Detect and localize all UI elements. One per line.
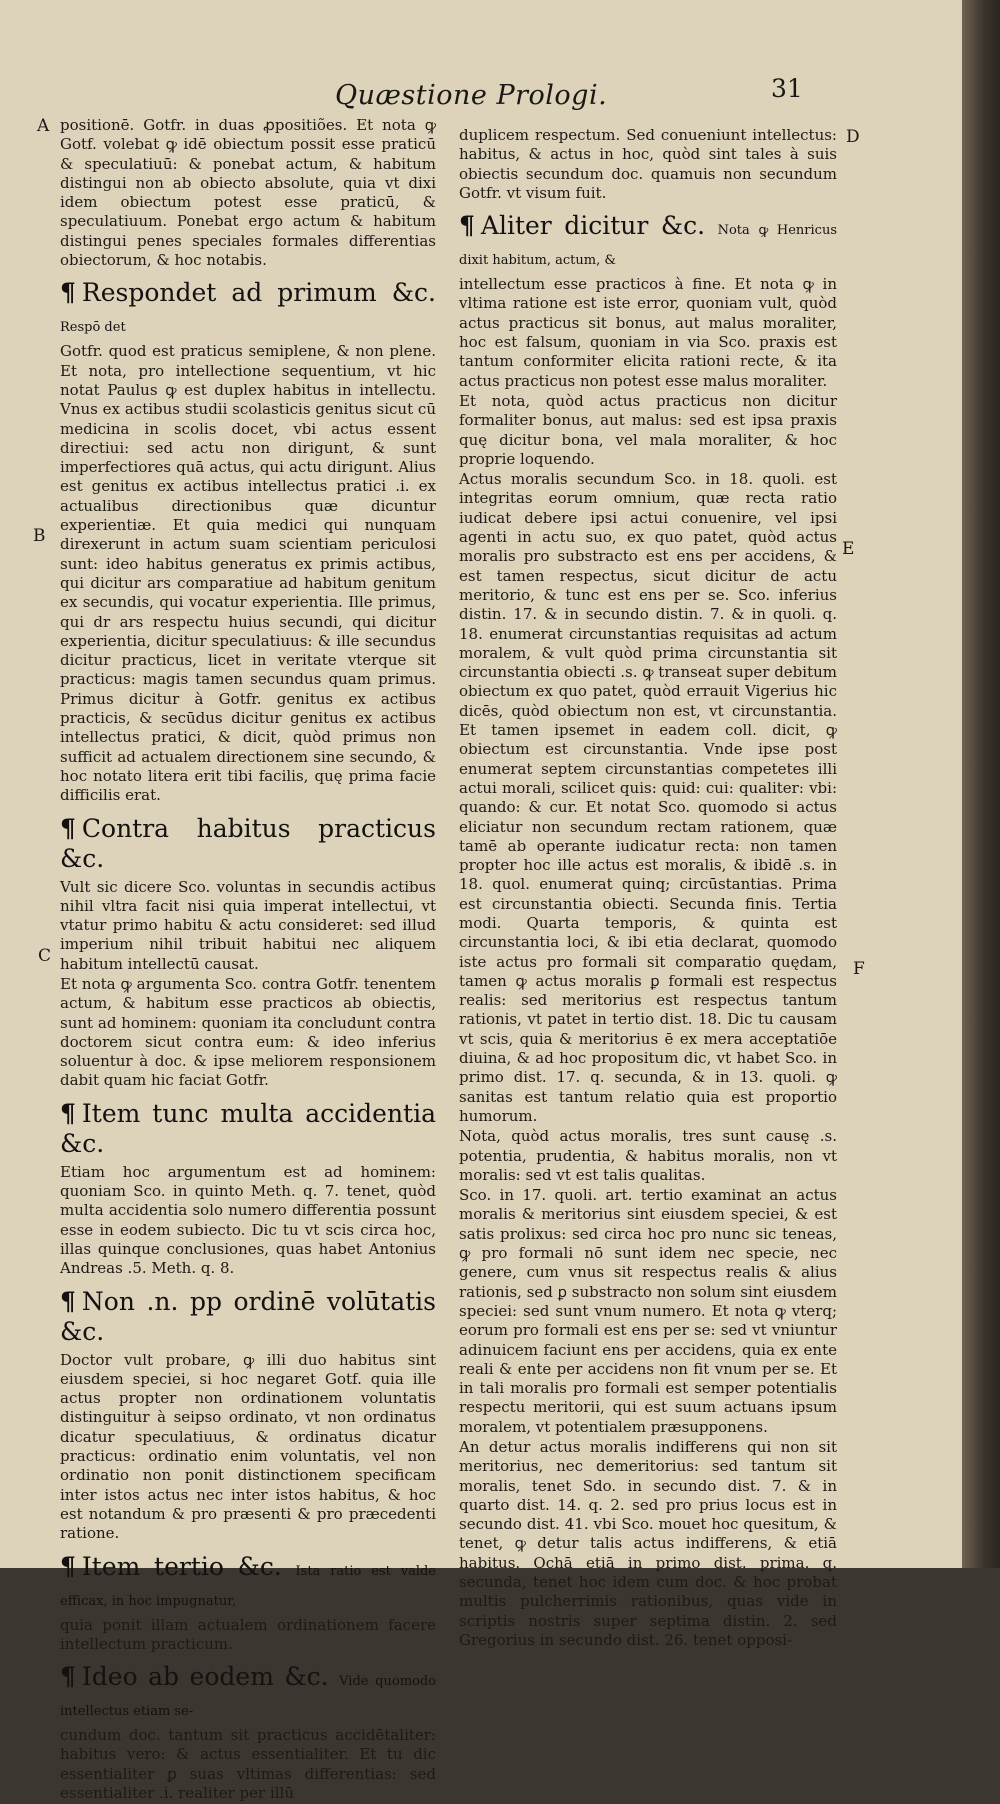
heading-text: Item tertio &c. bbox=[81, 1551, 282, 1581]
margin-letter-b: B bbox=[33, 526, 46, 546]
paragraph: Actus moralis secundum Sco. in 18. quoli. est integritas eorum omnium, quæ recta ratio iudicat debere ipsi actui conuenire, vel ipsi agenti in actu suo, ex quo patet, quòd actus moralis pro substracto est ens per accidens, & est tamen respectus, sicut dicitur de actu meritorio, & tunc est ens per se. Sco. inferius distin. 17. & in secundo distin. 7. & in quoli. q. 18. enumerat circunstantias requisitas ad actum moralem, & vult quòd prima circunstantia sit circunstantia obiecti .s. ꝙ transeat super debitum obiectum ex quo patet, quòd errauit Vigerius hic dicēs, quòd obiectum non est, vt circunstantia. Et tamen ipsemet in eadem coll. dicit, ꝙ obiectum est circunstantia. Vnde ipse post enumerat septem circunstantias competetes illi actui morali, scilicet quis: quid: cui: qualiter: vbi: quando: & cur. Et notat Sco. quomodo si actus eliciatur non secundum rectam rationem, quæ tamē ab operante iudicatur recta: non tamen propter hoc ille actus est moralis, & ibidē .s. in 18. quol. enumerat quinq; circūstantias. Prima est circunstantia obiecti. Secunda finis. Tertia modi. Quarta temporis, & quinta est circunstantia loci, & ibi etia declarat, quomodo iste actus pro formali sit comparatio quędam, tamen ꝙ actus moralis ꝑ formali est respectus realis: sed meritorius est respectus tantum rationis, vt patet in tertio dist. 18. Dic tu causam vt scis, quia & meritorius ē ex mera acceptatiōe diuina, & ad hoc propositum dic, vt habet Sco. in primo dist. 17. q. secunda, & in 13. quoli. ꝙ sanitas est tantum relatio quia est proportio humorum. bbox=[459, 470, 837, 1125]
right-column bbox=[459, 126, 837, 1651]
marginal-note: Vide quomodo intellectus etiam se- bbox=[60, 1674, 436, 1720]
paragraph: cundum doc. tantum sit practicus accidētaliter: habitus vero: & actus essentialiter. Et tu dic essentialiter ꝑ suas vltimas differentias: sed essentialiter .i. realiter per illū bbox=[60, 1726, 436, 1802]
pilcrow-icon: ¶ bbox=[459, 211, 475, 241]
pilcrow-icon: ¶ bbox=[60, 1551, 76, 1581]
paragraph: Vult sic dicere Sco. voluntas in secundis actibus nihil vltra facit nisi quia imperat intellectui, vt vtatur primo habitu & actu consideret: sed illud imperium nihil tribuit habitui nec aliquem habitum intellectū causat. bbox=[60, 877, 436, 973]
marginal-note: Ista ratio est valde efficax, in hoc impugnatur, bbox=[60, 1563, 436, 1609]
section-heading bbox=[60, 278, 436, 338]
heading-text: Non .n. pp ordinē volūtatis &c. bbox=[60, 1286, 436, 1346]
heading-text: Item tunc multa accidentia &c. bbox=[60, 1098, 436, 1158]
section-heading bbox=[60, 1552, 436, 1612]
margin-letter-c: C bbox=[38, 946, 52, 966]
paragraph: Doctor vult probare, ꝙ illi duo habitus sint eiusdem speciei, si hoc negaret Gotf. quia ille actus propter non ordinationem voluntatis distinguitur à seipso ordinato, vt non ordinatus dicatur speculatiuus, & ordinatus dicatur practicus: ordinatio enim voluntatis, vel non ordinatio non ponit distinctionem specificam inter istos actus nec inter istos habitus, & hoc est notandum & pro præsenti & pro præcedenti ratione. bbox=[60, 1350, 436, 1543]
paragraph: Etiam hoc argumentum est ad hominem: quoniam Sco. in quinto Meth. q. 7. tenet, quòd multa accidentia solo numero differentia possunt esse in eodem subiecto. Dic tu vt scis circa hoc, illas quinque conclusiones, quas habet Antonius Andreas .5. Meth. q. 8. bbox=[60, 1162, 436, 1278]
pilcrow-icon: ¶ bbox=[60, 1662, 76, 1692]
pilcrow-icon: ¶ bbox=[60, 1098, 76, 1128]
paragraph: Et nota, quòd actus practicus non dicitur formaliter bonus, aut malus: sed est ipsa praxis quę dicitur bona, vel mala moraliter, & hoc proprie loquendo. bbox=[459, 391, 837, 468]
heading-text: Respondet ad primum &c. bbox=[81, 278, 436, 308]
margin-letter-d: D bbox=[846, 127, 860, 147]
paragraph: Et nota ꝙ argumenta Sco. contra Gotfr. tenentem actum, & habitum esse practicos ab obiectis, sunt ad hominem: quoniam ita concludunt contra doctorem sicut contra eum: & ideo inferius soluentur à doc. & ipse meliorem responsionem dabit quam hic faciat Gotfr. bbox=[60, 974, 436, 1090]
margin-letter-f: F bbox=[853, 959, 865, 979]
running-head: Quæstione Prologi. bbox=[335, 80, 608, 111]
folio-number: 31 bbox=[771, 74, 803, 103]
paragraph: Sco. in 17. quoli. art. tertio examinat an actus moralis & meritorius sint eiusdem speciei, & est satis prolixus: sed circa hoc pro nunc sic teneas, ꝙ pro formali nō sunt idem nec specie, nec genere, cum vnus sit respectus realis & alius rationis, sed ꝑ substracto non solum sint eiusdem speciei: sed sunt vnum numero. Et nota ꝙ vterq; eorum pro formali est ens per se: sed vt vniuntur adinuicem faciunt ens per accidens, quia ex ente reali & ente per accidens non fit vnum per se. Et in tali moralis pro formali est semper potentialis respectu meritorii, qui est suum actuans ipsum moralem, vt potentialem præsupponens. bbox=[459, 1186, 837, 1436]
paragraph: Gotfr. quod est praticus semiplene, & non plene. Et nota, pro intellectione sequentium, vt hic notat Paulus ꝙ est duplex habitus in intellectu. Vnus ex actibus studii scolasticis genitus sicut cū medicina in scolis docet, vbi actus essent directiui: sed actu non dirigunt, & sunt imperfectiores quā actus, qui actu dirigunt. Alius est genitus ex actibus intellectus pratici .i. ex actualibus directionibus quæ dicuntur experientiæ. Et quia medici qui nunquam direxerunt in actum suam scientiam periculosi sunt: ideo habitus generatus ex primis actibus, qui dicitur ars comparatiue ad habitum genitum ex secundis, qui vocatur experientia. Ille primus, qui dr ars respectu huius secundi, qui dicitur experientia, dicitur speculatiuus: & ille secundus dicitur practicus, licet in veritate vterque sit practicus: magis tamen secundus quam primus. Primus dicitur à Gotfr. genitus ex actibus practicis, & secūdus dicitur genitus ex actibus intellectus pratici, & dicit, quòd primus non sufficit ad actualem directionem sine secundo, & hoc notato litera erit tibi facilis, quę prima facie difficilis erat. bbox=[60, 342, 436, 805]
paragraph: duplicem respectum. Sed conueniunt intellectus: habitus, & actus in hoc, quòd sint tales à suis obiectis secundum doc. quamuis non secundum Gotfr. vt visum fuit. bbox=[459, 126, 837, 202]
pilcrow-icon: ¶ bbox=[60, 278, 76, 308]
marginal-note: Respō det bbox=[60, 320, 126, 336]
margin-letter-a: A bbox=[37, 116, 50, 136]
heading-text: Ideo ab eodem &c. bbox=[81, 1662, 329, 1692]
pilcrow-icon: ¶ bbox=[60, 813, 76, 843]
section-heading bbox=[459, 211, 837, 271]
heading-text: Contra habitus practicus &c. bbox=[60, 813, 436, 873]
page-edge bbox=[962, 0, 1000, 1568]
section-heading bbox=[60, 1662, 436, 1722]
section-heading bbox=[60, 814, 436, 874]
paragraph: quia ponit illam actualem ordinationem facere intellectum practicum. bbox=[60, 1615, 436, 1653]
margin-letter-e: E bbox=[842, 539, 855, 559]
paragraph: An detur actus moralis indifferens qui non sit meritorius, nec demeritorius: sed tantum sit moralis, tenet Sdo. in secundo dist. 7. & in quarto dist. 14. q. 2. sed pro prius locus est in secundo dist. 41. vbi Sco. mouet hoc quesitum, & tenet, ꝙ detur talis actus indifferens, & etiā habitus. Ochā etiā in primo dist. prima. q. secunda, tenet hoc idem cum doc. & hoc probat multis pulcherrimis rationibus, quas vide in scriptis nostris super septima distin. 2. sed Gregorius in secundo dist. 26. tenet opposi- bbox=[459, 1438, 837, 1649]
section-heading bbox=[60, 1099, 436, 1159]
paragraph: intellectum esse practicos à fine. Et nota ꝙ in vltima ratione est iste error, quoniam vult, quòd actus practicus sit bonus, aut malus moraliter, hoc est falsum, quoniam in via Sco. praxis est tantum conformiter elicita rationi recte, & ita actus practicus non potest esse malus moraliter. bbox=[459, 275, 837, 390]
paragraph: Nota, quòd actus moralis, tres sunt causę .s. potentia, prudentia, & habitus moralis, non vt moralis: sed vt est talis qualitas. bbox=[459, 1127, 837, 1184]
marginal-note: Nota ꝙ Henricus dixit habitum, actum, & bbox=[459, 223, 838, 269]
section-heading bbox=[60, 1287, 436, 1347]
pilcrow-icon: ¶ bbox=[60, 1286, 76, 1316]
paragraph: positionē. Gotfr. in duas ꝓpositiões. Et nota ꝙ Gotf. volebat ꝙ idē obiectum possit esse praticū & speculatiuū: & ponebat actum, & habitum distingui non ab obiecto absolute, quia vt dixi idem obiectum potest esse praticū, & speculatiuum. Ponebat ergo actum & habitum distingui penes speciales formales differentias obiectorum, & hoc notabis. bbox=[60, 116, 436, 270]
left-column bbox=[60, 116, 436, 1804]
heading-text: Aliter dicitur &c. bbox=[480, 211, 706, 241]
